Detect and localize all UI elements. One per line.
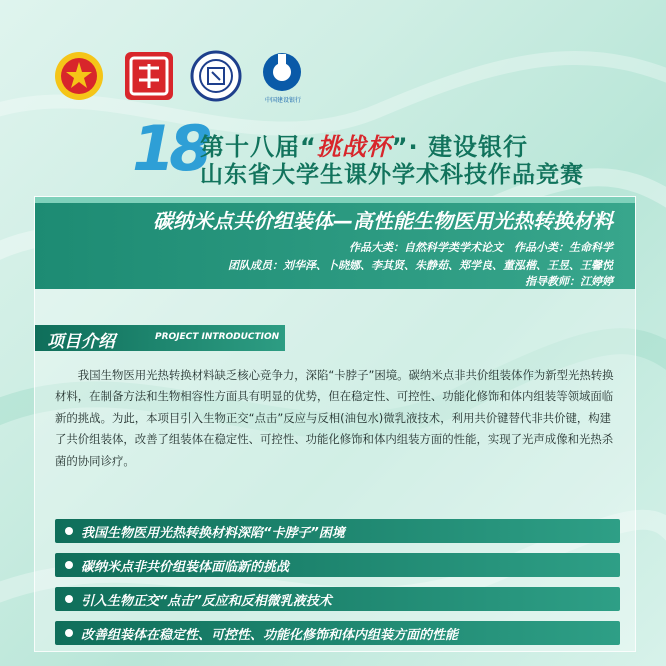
bullet-dot-icon <box>65 629 73 637</box>
advisor: 指导教师：江婷婷 <box>525 275 613 288</box>
bullet-item <box>55 519 620 543</box>
work-category: 作品大类：自然科学类学术论文 作品小类：生命科学 <box>349 241 613 254</box>
bullet-item <box>55 553 620 577</box>
ccb-bank-label: 中国建设银行 <box>264 97 301 104</box>
title-brand: 挑战杯 <box>316 133 392 161</box>
bullet-item <box>55 621 620 645</box>
work-title: 碳纳米点共价组装体—高性能生物医用光热转换材料 <box>153 209 613 233</box>
title-stripe <box>35 197 635 203</box>
bullet-text: 引入生物正交“点击”反应和反相微乳液技术 <box>81 594 332 609</box>
section-subtitle: PROJECT INTRODUCTION <box>155 332 280 342</box>
bullet-text: 碳纳米点非共价组装体面临新的挑战 <box>81 560 290 575</box>
bullet-dot-icon <box>65 561 73 569</box>
intro-paragraph: 我国生物医用光热转换材料缺乏核心竞争力，深陷“卡脖子”困境。碳纳米点非共价组装体作为新型光热转换材料，在制备方法和生物相容性方面具有明显的优势，但在稳定性、可控性、功能化修饰和体内组装等领域面临新的挑战。为此，本项目引入生物正交“点击”反应与反相(油包水)微乳液技术，利用共价键替代非共价键，构建了共价组装体，改善了组装体在稳定性、可控性、功能化修饰和体内组装方面的性能，实现了光声成像和光热杀菌的协同诊疗。 <box>55 368 614 468</box>
bullet-dot-icon <box>65 595 73 603</box>
team-members: 团队成员：刘华泽、卜晓娜、李其贤、朱静茹、郑学良、董泓楷、王昱、王馨悦 <box>228 259 613 272</box>
bullet-dot-icon <box>65 527 73 535</box>
competition-title-line2: 山东省大学生课外学术科技作品竞赛 <box>200 162 584 188</box>
title-band <box>35 197 635 289</box>
youth-league-emblem-icon <box>53 50 105 102</box>
content-card <box>34 196 636 652</box>
section-header <box>35 325 285 351</box>
title-prefix: 第十八届“ <box>200 133 317 161</box>
bullet-text: 我国生物医用光热转换材料深陷“卡脖子”困境 <box>81 526 345 541</box>
section-title: 项目介绍 <box>47 332 115 352</box>
bullet-item <box>55 587 620 611</box>
edition-number: 18 <box>132 112 207 185</box>
bullet-text: 改善组装体在稳定性、可控性、功能化修饰和体内组装方面的性能 <box>81 628 459 643</box>
university-seal-icon <box>123 50 175 102</box>
school-emblem-icon <box>190 50 242 102</box>
title-suffix: ”· 建设银行 <box>391 133 529 161</box>
